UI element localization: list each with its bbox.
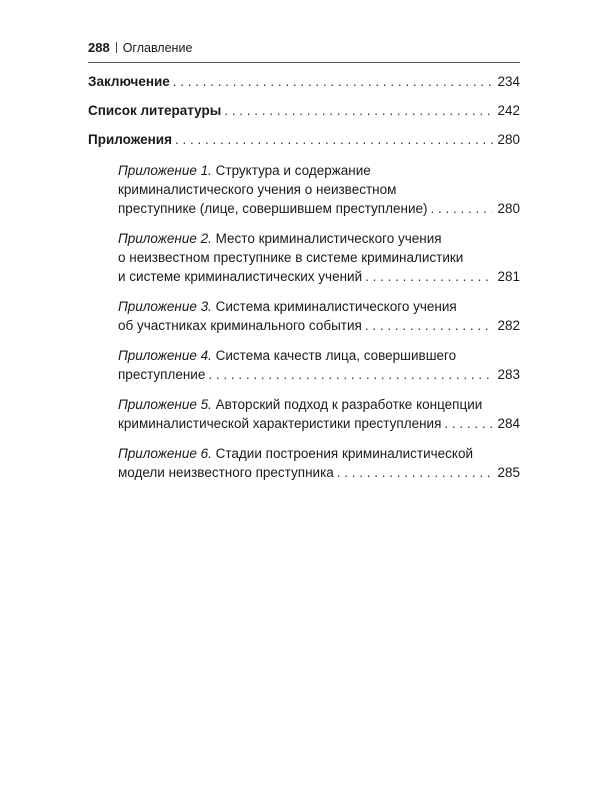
toc-entry-page: 280 [497, 132, 520, 147]
page-header [88, 40, 520, 63]
toc-entry-page: 242 [497, 103, 520, 118]
toc-entry-appendices[interactable] [88, 130, 520, 149]
appendix-label: Приложение 5. [118, 397, 212, 412]
appendix-title-line: об участниках криминального события [118, 318, 362, 333]
toc-entry-appendix-6[interactable] [118, 444, 520, 482]
page-number: 288 [88, 40, 110, 55]
toc-entry-page: 234 [497, 74, 520, 89]
toc-entry-page: 285 [497, 465, 520, 480]
appendix-title-line: модели неизвестного преступника [118, 465, 334, 480]
toc-entry-appendix-4[interactable] [118, 346, 520, 384]
leader-dots [208, 365, 492, 384]
leader-dots [224, 101, 494, 120]
appendix-label: Приложение 6. [118, 446, 212, 461]
section-title: Оглавление [122, 41, 193, 55]
toc-entry-page: 284 [497, 416, 520, 431]
appendix-label: Приложение 2. [118, 231, 212, 246]
toc-entry-title: Заключение [88, 74, 170, 89]
appendix-title-line: криминалистического учения о неизвестном [118, 182, 397, 197]
toc-entry-appendix-2[interactable] [118, 229, 520, 286]
toc-entry-appendix-1[interactable] [118, 161, 520, 218]
leader-dots [365, 316, 493, 335]
appendix-title-line: Авторский подход к разработке концепции [215, 397, 483, 412]
appendix-title-line: преступление [118, 367, 206, 382]
leader-dots [173, 72, 495, 91]
appendix-title-line: Система криминалистического учения [215, 299, 457, 314]
appendix-label: Приложение 3. [118, 299, 212, 314]
leader-dots [337, 463, 493, 482]
toc-entry-page: 282 [497, 318, 520, 333]
toc-entry-appendix-5[interactable] [118, 395, 520, 433]
appendix-title-line: Структура и содержание [215, 163, 371, 178]
appendix-title-line: Система качеств лица, совершившего [215, 348, 457, 363]
toc-entry-page: 281 [497, 269, 520, 284]
table-of-contents [88, 72, 520, 493]
appendix-title-line: преступнике (лице, совершившем преступление) [118, 201, 428, 216]
leader-dots [175, 130, 495, 149]
header-divider [116, 42, 117, 53]
toc-entry-appendix-3[interactable] [118, 297, 520, 335]
appendix-title-line: криминалистической характеристики преступления [118, 416, 442, 431]
leader-dots [444, 414, 492, 433]
toc-entry-page: 280 [497, 201, 520, 216]
leader-dots [365, 267, 492, 286]
appendix-list [118, 161, 520, 482]
toc-entry-title: Список литературы [88, 103, 222, 118]
toc-entry-references[interactable] [88, 101, 520, 120]
appendix-title-line: и системе криминалистических учений [118, 269, 363, 284]
toc-entry-page: 283 [497, 367, 520, 382]
appendix-title-line: Стадии построения криминалистической [215, 446, 474, 461]
appendix-title-line: Место криминалистического учения [215, 231, 442, 246]
appendix-title-line: о неизвестном преступнике в системе криминалистики [118, 250, 464, 265]
appendix-label: Приложение 1. [118, 163, 212, 178]
appendix-label: Приложение 4. [118, 348, 212, 363]
toc-entry-conclusion[interactable] [88, 72, 520, 91]
toc-entry-title: Приложения [88, 132, 172, 147]
leader-dots [431, 199, 493, 218]
